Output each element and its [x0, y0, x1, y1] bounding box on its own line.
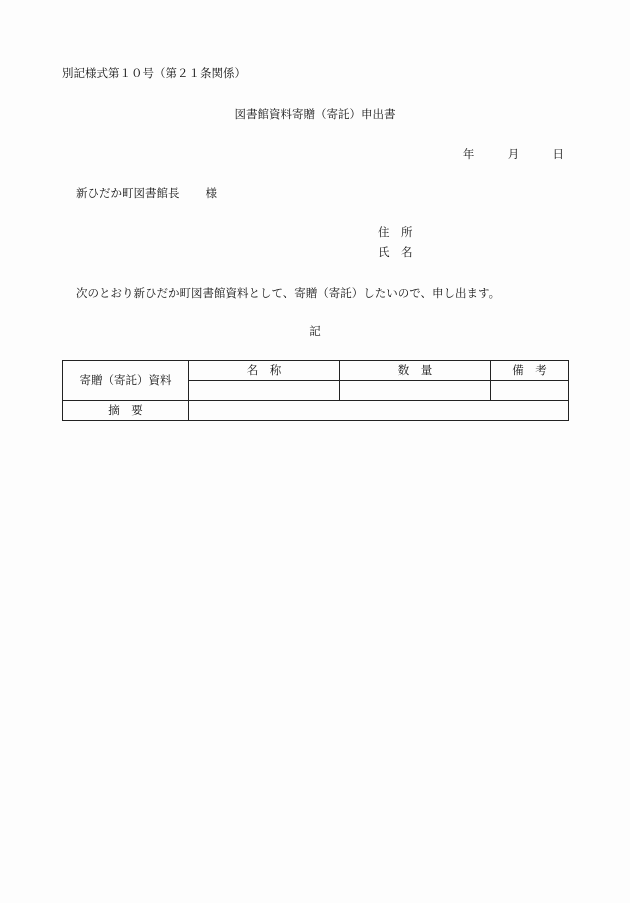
column-header-quantity: 数 量 — [340, 361, 491, 381]
summary-value-cell[interactable] — [189, 401, 569, 421]
column-header-remarks: 備 考 — [491, 361, 569, 381]
name-value-cell[interactable] — [189, 381, 340, 401]
quantity-value-cell[interactable] — [340, 381, 491, 401]
table-header-row — [63, 361, 569, 381]
date-line — [463, 146, 564, 162]
donation-items-label: 寄贈（寄託）資料 — [63, 361, 189, 401]
date-month-label: 月 — [507, 147, 520, 161]
addressee-name: 新ひだか町図書館長 — [76, 186, 180, 200]
remarks-value-cell[interactable] — [491, 381, 569, 401]
addressee-honorific: 様 — [205, 186, 217, 200]
column-header-name: 名 称 — [189, 361, 340, 381]
summary-row — [63, 401, 569, 421]
body-text: 次のとおり新ひだか町図書館資料として、寄贈（寄託）したいので、申し出ます。 — [76, 286, 501, 300]
form-number: 別記様式第１０号（第２１条関係） — [62, 66, 246, 80]
ki-heading: 記 — [309, 324, 321, 338]
date-year-label: 年 — [462, 147, 475, 161]
donation-table — [62, 360, 569, 421]
summary-label: 摘 要 — [63, 401, 189, 421]
document-title: 図書館資料寄贈（寄託）申出書 — [234, 107, 396, 121]
name-label: 氏 名 — [378, 245, 413, 259]
date-day-label: 日 — [552, 147, 564, 161]
addressee — [76, 185, 217, 201]
address-label: 住 所 — [378, 225, 413, 239]
